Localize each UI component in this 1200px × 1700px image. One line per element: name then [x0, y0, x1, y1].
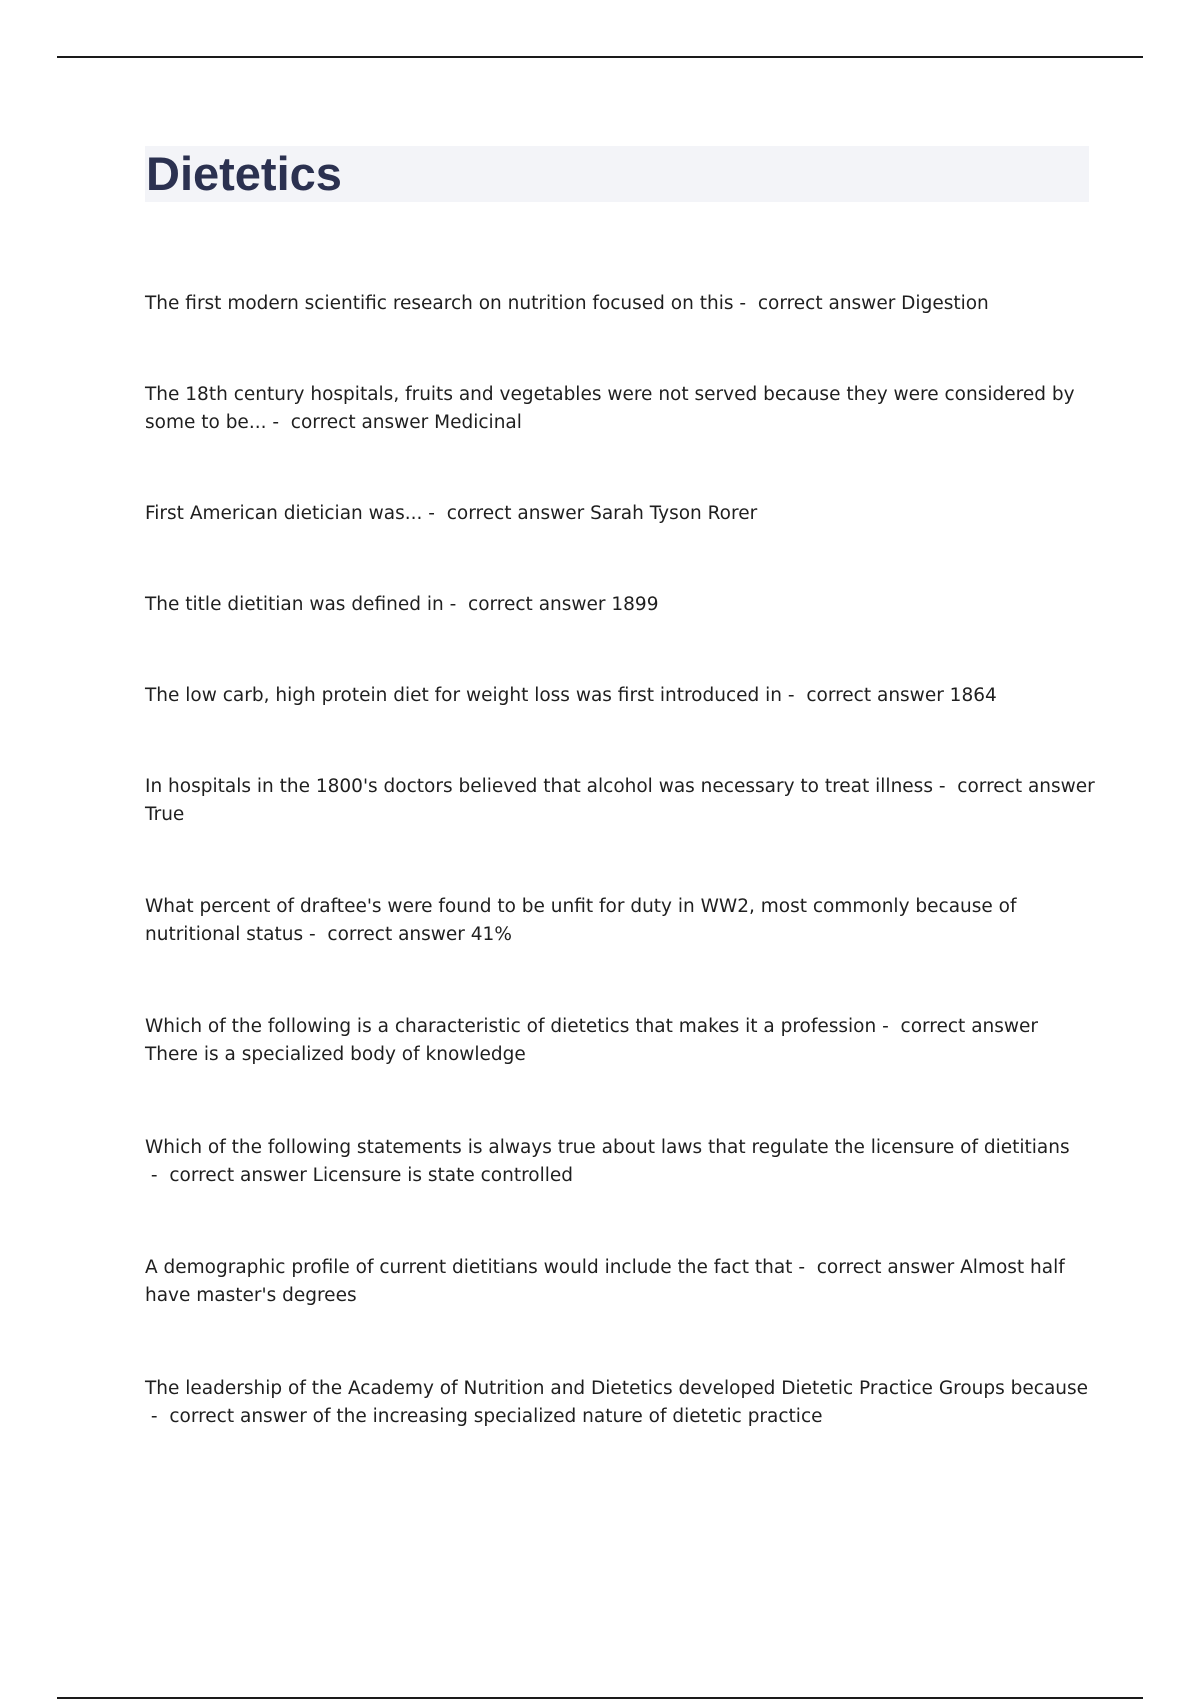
answer-text: correct answer 1899	[468, 594, 659, 615]
answer-text: correct answer Licensure is state controlled	[169, 1165, 574, 1186]
separator: -	[792, 1257, 817, 1278]
question-text: What percent of draftee's were found to be unfit for duty in WW2, most commonly because of nutritional status	[145, 896, 1017, 945]
qa-item	[145, 500, 1095, 528]
question-text: The title dietitian was defined in	[145, 594, 444, 615]
qa-item	[145, 682, 1095, 710]
bottom-rule	[57, 1697, 1143, 1699]
question-text: The 18th century hospitals, fruits and vegetables were not served because they were considered by some to be...	[145, 384, 1075, 433]
answer-text: correct answer Medicinal	[290, 412, 522, 433]
answer-text: correct answer True	[145, 776, 1095, 825]
separator: -	[303, 924, 328, 945]
qa-item	[145, 773, 1095, 829]
answer-text: correct answer Digestion	[757, 293, 989, 314]
separator: -	[422, 503, 447, 524]
qa-item	[145, 1375, 1095, 1431]
separator: -	[145, 1165, 170, 1186]
separator: -	[443, 594, 469, 615]
qa-item	[145, 381, 1095, 437]
answer-text: correct answer There is a specialized body of knowledge	[145, 1016, 1039, 1065]
question-text: The first modern scientific research on nutrition focused on this	[145, 293, 734, 314]
question-text: A demographic profile of current dietitians would include the fact that	[145, 1257, 793, 1278]
qa-item	[145, 290, 1095, 318]
answer-text: correct answer Almost half have master's degrees	[145, 1257, 1065, 1306]
qa-item	[145, 1013, 1095, 1069]
question-text: In hospitals in the 1800's doctors believed that alcohol was necessary to treat illness	[145, 776, 933, 797]
top-rule	[57, 56, 1143, 58]
separator: -	[145, 1406, 170, 1427]
qa-item	[145, 591, 1095, 619]
question-text: First American dietician was...	[145, 503, 423, 524]
separator: -	[932, 776, 958, 797]
question-text: The low carb, high protein diet for weight loss was first introduced in	[145, 685, 782, 706]
question-text: The leadership of the Academy of Nutrition and Dietetics developed Dietetic Practice Groups because	[145, 1378, 1089, 1399]
answer-text: correct answer 1864	[806, 685, 997, 706]
answer-text: correct answer of the increasing specialized nature of dietetic practice	[169, 1406, 823, 1427]
page-title: Dietetics	[146, 147, 342, 200]
qa-item	[145, 1254, 1095, 1310]
qa-item	[145, 893, 1095, 949]
separator: -	[733, 293, 758, 314]
separator: -	[876, 1016, 901, 1037]
separator: -	[266, 412, 291, 433]
separator: -	[782, 685, 807, 706]
question-text: Which of the following is a characteristic of dietetics that makes it a profession	[145, 1016, 877, 1037]
qa-item	[145, 1134, 1095, 1190]
answer-text: correct answer 41%	[327, 924, 512, 945]
answer-text: correct answer Sarah Tyson Rorer	[446, 503, 758, 524]
question-text: Which of the following statements is always true about laws that regulate the licensure of dietitians	[145, 1137, 1070, 1158]
